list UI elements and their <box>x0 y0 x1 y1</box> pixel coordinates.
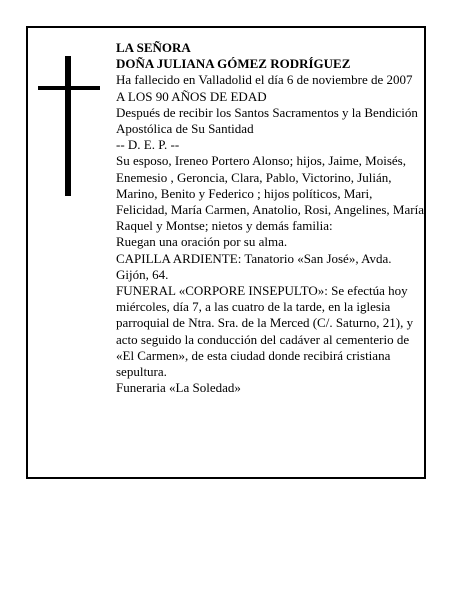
deceased-name: DOÑA JULIANA GÓMEZ RODRÍGUEZ <box>116 56 351 72</box>
prayer-request: Ruegan una oración por su alma. <box>116 234 288 250</box>
deceased-title: LA SEÑORA <box>116 40 191 55</box>
cross-icon <box>38 56 100 196</box>
notice-text <box>116 40 424 396</box>
sacraments-statement: Después de recibir los Santos Sacramentos y la Bendición Apostólica de Su Santidad <box>116 104 418 137</box>
cross-vertical-bar <box>65 56 71 196</box>
cross-horizontal-bar <box>38 86 100 90</box>
chapel-info: CAPILLA ARDIENTE: Tanatorio «San José», Avda. Gijón, 64. <box>116 250 392 282</box>
funeral-info: FUNERAL «CORPORE INSEPULTO»: Se efectúa hoy miércoles, día 7, a las cuatro de la tarde, en la iglesia parroquial de Ntra. Sra. de la Merced (C/. Saturno, 21), y acto seguido la conducción del cadáver al cementerio de «El Carmen», de esta ciudad donde recibirá cristiana sepultura. <box>116 283 414 380</box>
death-statement: Ha fallecido en Valladolid el día 6 de noviembre de 2007 <box>116 72 413 88</box>
rip-line: -- D. E. P. -- <box>116 137 180 153</box>
obituary-notice <box>26 26 426 479</box>
family-list: Su esposo, Ireneo Portero Alonso; hijos, Jaime, Moisés, Enemesio , Geroncia, Clara, Pablo, Victorino, Julián, Marino, Benito y Federico ; hijos políticos, Mari, Felicidad, María Carmen, Anatolio, Rosi, Angelines, María Raquel y Montse; nietos y demás familia: <box>116 153 424 234</box>
funeral-home: Funeraria «La Soledad» <box>116 380 241 396</box>
age-statement: A LOS 90 AÑOS DE EDAD <box>116 88 267 104</box>
